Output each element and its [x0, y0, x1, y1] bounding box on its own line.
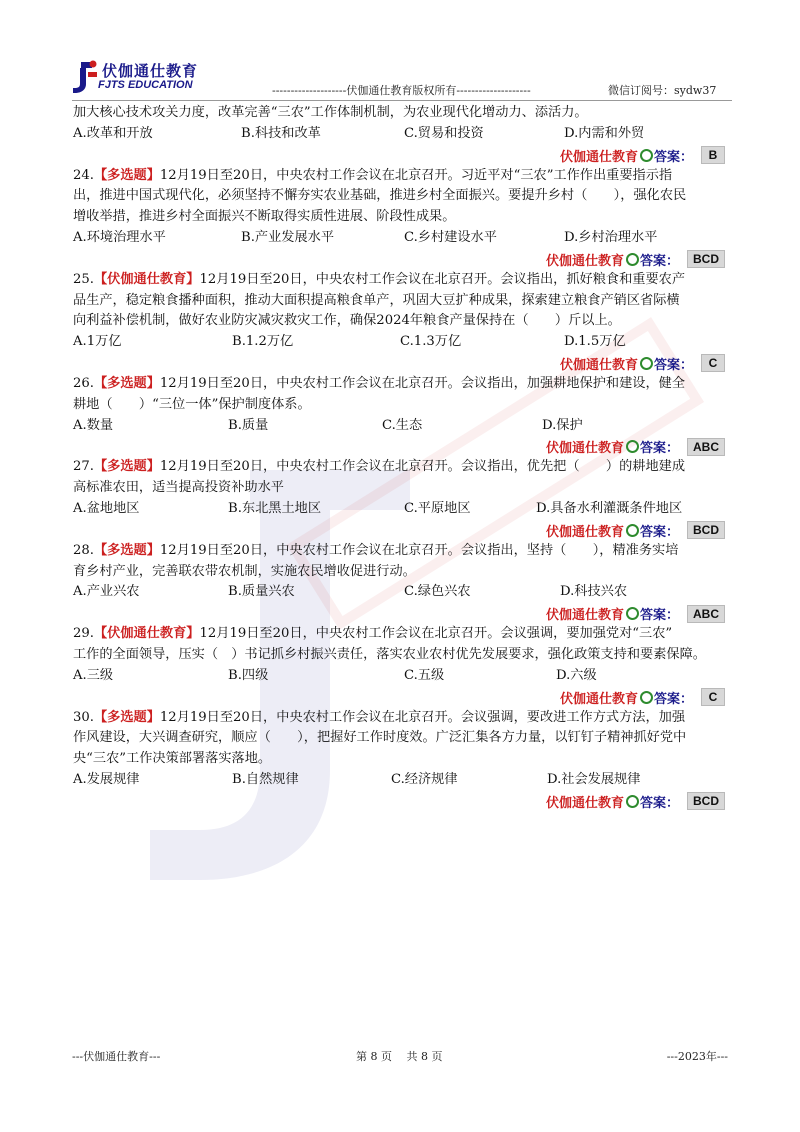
option-a: A.改革和开放 [73, 125, 153, 141]
question-tag: 【伏伽通仕教育】 [93, 626, 200, 642]
option-a: A.环境治理水平 [73, 229, 166, 245]
options-row [73, 582, 733, 603]
option-c: C.生态 [382, 417, 423, 433]
answer-label: 答案： [639, 795, 679, 811]
option-c: C.经济规律 [391, 771, 458, 787]
page-number: 第 8 页 共 8 页 [356, 1050, 443, 1063]
option-c: C.贸易和投资 [404, 125, 484, 141]
question-tag: 【多选题】 [93, 459, 160, 475]
answer-source: 伏伽通仕教育 [545, 608, 624, 624]
header-divider [72, 100, 732, 101]
option-b: B.自然规律 [232, 771, 299, 787]
circle-icon [640, 149, 653, 162]
answer-row [73, 603, 733, 624]
question-24 [73, 166, 733, 270]
question-26 [73, 374, 733, 457]
option-c: C.乡村建设水平 [404, 229, 497, 245]
question-text-line: 出，推进中国式现代化，必须坚持不懈夯实农业基础，推进乡村全面振兴。要提升乡村（ ），强化农民 [73, 188, 687, 204]
question-text-line: 央“三农”工作决策部署落实落地。 [73, 751, 272, 767]
option-c: C.平原地区 [404, 500, 471, 516]
question-text-line: 向利益补偿机制，做好农业防灾减灾救灾工作，确保2024年粮食产量保持在（ ）斤以上。 [73, 313, 621, 329]
option-c: C.1.3万亿 [400, 334, 462, 350]
answer-value: BCD [687, 792, 725, 810]
question-number: 29. [73, 626, 94, 642]
option-b: B.质量 [228, 417, 269, 433]
question-text-line: 增收举措，推进乡村全面振兴不断取得实质性进展、阶段性成果。 [73, 209, 456, 225]
question-text-line: 工作的全面领导，压实（ ）书记抓乡村振兴责任，落实农业农村优先发展要求，强化政策支持和要素保障。 [73, 646, 706, 662]
answer-value: BCD [687, 521, 725, 539]
answer-label: 答案： [653, 149, 693, 165]
answer-row [73, 249, 733, 270]
answer-row [73, 436, 733, 457]
option-b: B.四级 [228, 667, 269, 683]
circle-icon [640, 357, 653, 370]
question-text: 12月19日至20日，中央农村工作会议在北京召开。会议指出，坚持（ ），精准务实培 [159, 542, 679, 558]
logo-cn-text: 伏伽通仕教育 [102, 62, 199, 80]
circle-icon [626, 440, 639, 453]
circle-icon [626, 607, 639, 620]
option-b: B.东北黑土地区 [228, 500, 322, 516]
question-tag: 【多选题】 [93, 709, 160, 725]
answer-value: B [701, 146, 725, 164]
question-tag: 【多选题】 [93, 167, 160, 183]
answer-source: 伏伽通仕教育 [545, 253, 624, 269]
question-text: 12月19日至20日，中央农村工作会议在北京召开。会议强调，要加强党对“三农” [199, 626, 673, 642]
question-tag: 【多选题】 [93, 542, 160, 558]
answer-label: 答案： [639, 441, 679, 457]
answer-source: 伏伽通仕教育 [545, 524, 624, 540]
question-28 [73, 541, 733, 624]
options-row [73, 499, 733, 520]
option-c: C.五级 [404, 667, 445, 683]
answer-value: C [701, 688, 725, 706]
question-text-line [73, 624, 733, 645]
option-d: D.保护 [542, 417, 583, 433]
answer-source: 伏伽通仕教育 [559, 149, 638, 165]
option-d: D.乡村治理水平 [564, 229, 658, 245]
answer-label: 答案： [639, 608, 679, 624]
circle-icon [626, 795, 639, 808]
answer-source: 伏伽通仕教育 [559, 357, 638, 373]
options-row [73, 770, 733, 791]
question-30 [73, 708, 733, 812]
question-text: 12月19日至20日，中央农村工作会议在北京召开。会议指出，抓好粮食和重要农产 [199, 271, 686, 287]
answer-row [73, 145, 733, 166]
question-text-line [73, 166, 733, 187]
option-b: B.产业发展水平 [241, 229, 335, 245]
question-text-line: 耕地（ ）“三位一体”保护制度体系。 [73, 396, 311, 412]
question-text-line [73, 374, 733, 395]
answer-label: 答案： [653, 691, 693, 707]
option-a: A.产业兴农 [73, 584, 140, 600]
option-c: C.绿色兴农 [404, 584, 471, 600]
question-text: 12月19日至20日，中央农村工作会议在北京召开。会议指出，加强耕地保护和建设，健全 [159, 375, 686, 391]
footer-year: ---2023年--- [666, 1050, 728, 1063]
answer-row [73, 791, 733, 812]
option-d: D.1.5万亿 [564, 334, 626, 350]
question-text-line [73, 708, 733, 729]
answer-row [73, 353, 733, 374]
question-text-line: 加大核心技术攻关力度，改革完善“三农”工作体制机制，为农业现代化增动力、添活力。 [73, 105, 588, 120]
option-a: A.三级 [73, 667, 114, 683]
question-text: 12月19日至20日，中央农村工作会议在北京召开。习近平对“三农”工作作出重要指示指 [159, 167, 673, 183]
copyright-notice: --------------------伏伽通仕教育版权所有-------------------- [272, 84, 531, 97]
answer-source: 伏伽通仕教育 [559, 691, 638, 707]
answer-row [73, 520, 733, 541]
question-text-line: 品生产，稳定粮食播种面积，推动大面积提高粮食单产，巩固大豆扩种成果，探索建立粮食产销区省际横 [73, 292, 680, 308]
question-text: 12月19日至20日，中央农村工作会议在北京召开。会议强调，要改进工作方式方法，加强 [159, 709, 686, 725]
option-b: B.质量兴农 [228, 584, 295, 600]
options-row [73, 332, 733, 353]
answer-value: BCD [687, 250, 725, 268]
question-number: 28. [73, 542, 94, 558]
answer-value: ABC [687, 605, 725, 623]
question-content [73, 103, 733, 812]
footer-brand: ---伏伽通仕教育--- [72, 1050, 161, 1063]
circle-icon [626, 524, 639, 537]
answer-value: C [701, 354, 725, 372]
option-d: D.具备水利灌溉条件地区 [536, 500, 683, 516]
logo [72, 58, 232, 98]
logo-icon [72, 60, 98, 94]
intro-question-tail [73, 103, 733, 166]
question-number: 30. [73, 709, 94, 725]
question-text-line: 育乡村产业，完善联农带农机制，实施农民增收促进行动。 [73, 563, 416, 579]
question-text-line [73, 270, 733, 291]
option-a: A.盆地地区 [73, 500, 140, 516]
option-a: A.1万亿 [73, 334, 122, 350]
question-29 [73, 624, 733, 707]
question-text-line [73, 541, 733, 562]
options-row [73, 416, 733, 437]
answer-row [73, 687, 733, 708]
answer-label: 答案： [639, 524, 679, 540]
options-row [73, 124, 733, 145]
options-row [73, 228, 733, 249]
answer-label: 答案： [639, 253, 679, 269]
question-25 [73, 270, 733, 374]
logo-en-text: FJTS EDUCATION [98, 79, 193, 91]
option-b: B.1.2万亿 [232, 334, 294, 350]
question-number: 25. [73, 271, 94, 287]
wechat-id: 微信订阅号：sydw37 [608, 84, 717, 97]
option-d: D.六级 [556, 667, 597, 683]
options-row [73, 666, 733, 687]
option-d: D.科技兴农 [560, 584, 628, 600]
question-text: 12月19日至20日，中央农村工作会议在北京召开。会议指出，优先把（ ）的耕地建成 [159, 459, 686, 475]
question-text-line [73, 457, 733, 478]
option-d: D.内需和外贸 [564, 125, 645, 141]
option-d: D.社会发展规律 [547, 771, 641, 787]
question-text-line: 作风建设，大兴调查研究，顺应（ ），把握好工作时度效。广泛汇集各方力量，以钉钉子精神抓好党中 [73, 730, 687, 746]
question-text-line: 高标准农田，适当提高投资补助水平 [73, 480, 284, 496]
question-number: 27. [73, 459, 94, 475]
circle-icon [640, 691, 653, 704]
option-b: B.科技和改革 [241, 125, 321, 141]
question-number: 24. [73, 167, 94, 183]
question-tag: 【伏伽通仕教育】 [93, 271, 200, 287]
answer-label: 答案： [653, 357, 693, 373]
answer-source: 伏伽通仕教育 [545, 441, 624, 457]
page-header [72, 58, 732, 102]
circle-icon [626, 253, 639, 266]
answer-value: ABC [687, 438, 725, 456]
question-27 [73, 457, 733, 540]
question-tag: 【多选题】 [93, 375, 160, 391]
option-a: A.发展规律 [73, 771, 140, 787]
answer-source: 伏伽通仕教育 [545, 795, 624, 811]
option-a: A.数量 [73, 417, 114, 433]
question-number: 26. [73, 375, 94, 391]
